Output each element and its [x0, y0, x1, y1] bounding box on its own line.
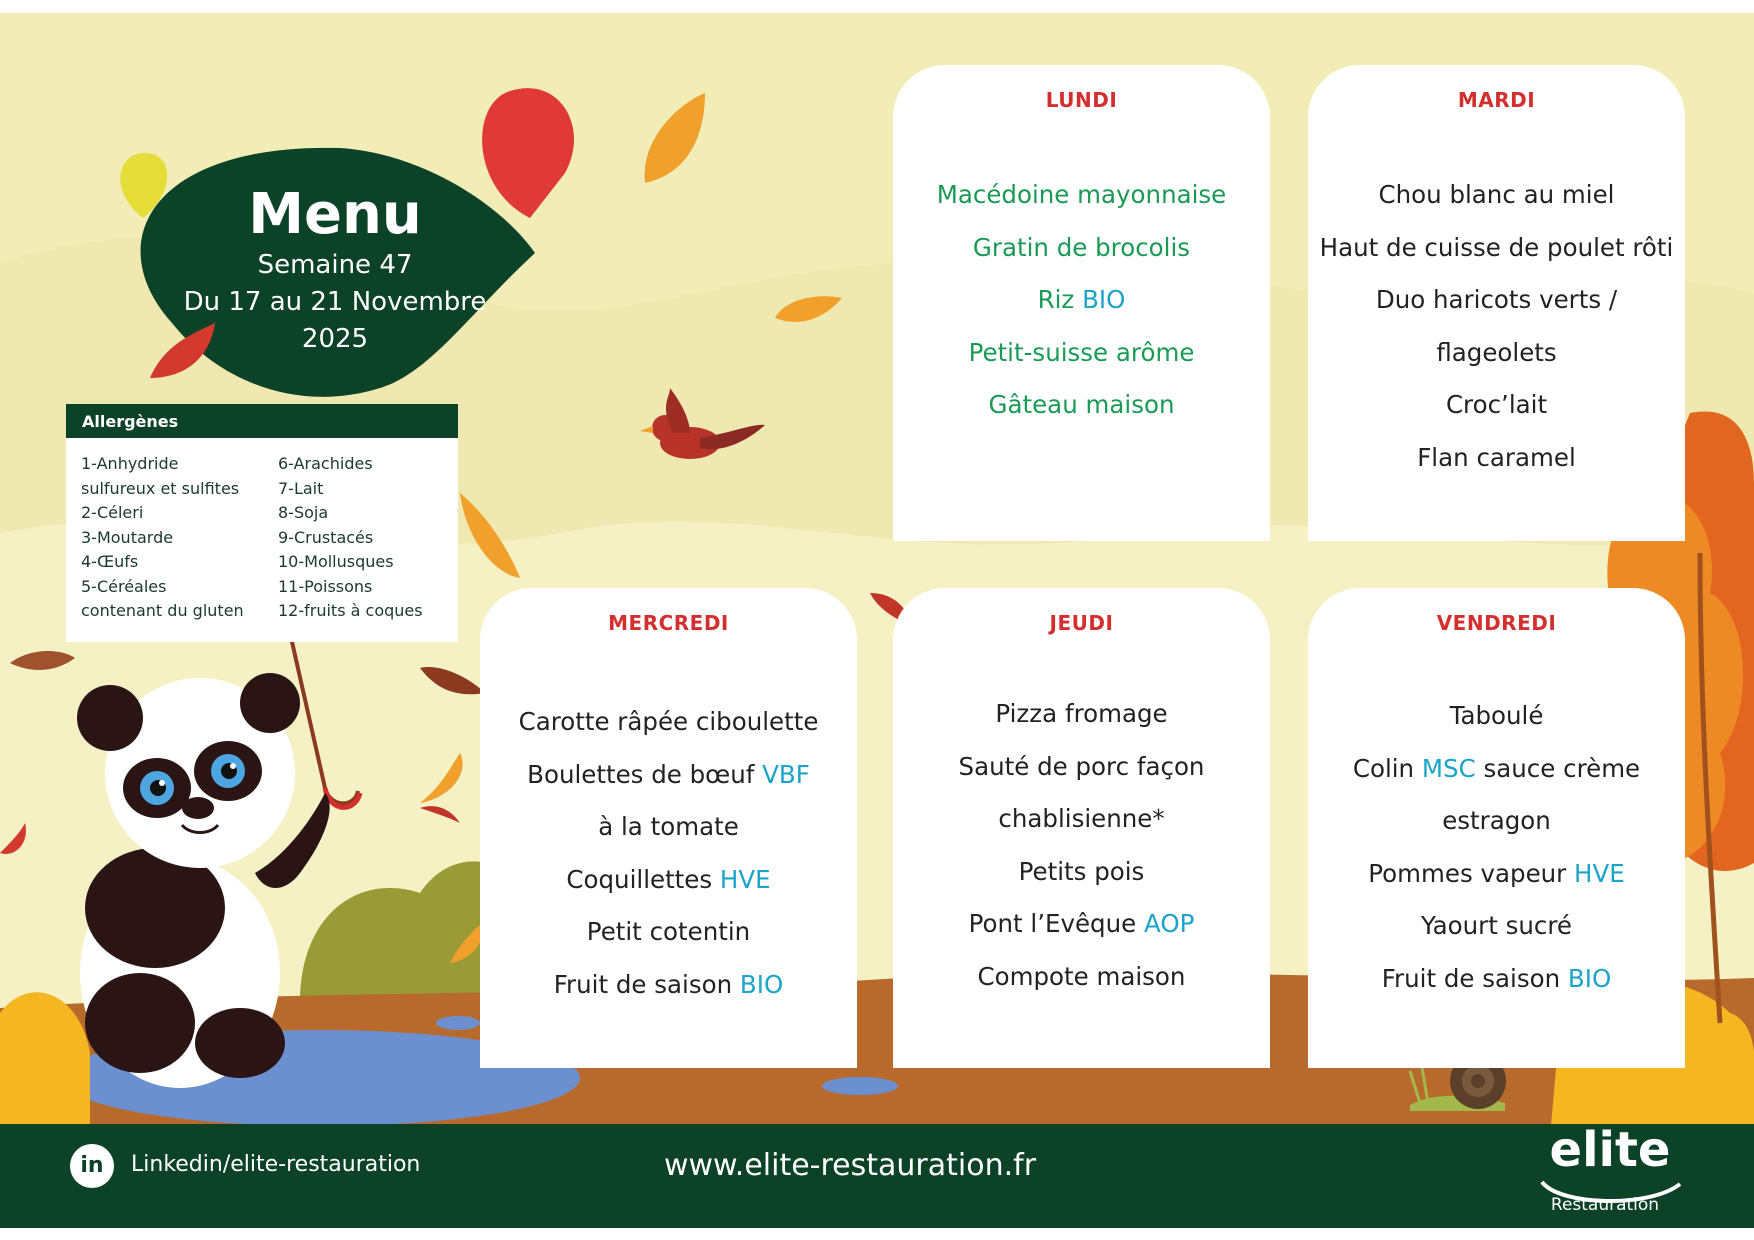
date-year: 2025 — [301, 324, 369, 354]
day-card-mercredi — [480, 588, 857, 1068]
allergen-item: 8-Soja — [278, 503, 329, 522]
dish-item: Carotte râpée ciboulette — [518, 707, 819, 736]
allergen-item: 4-Œufs — [81, 552, 139, 571]
allergen-item: 5-Céréales — [81, 576, 167, 596]
day-card-mardi — [1308, 65, 1685, 541]
allergen-item: 3-Moutarde — [81, 527, 174, 547]
dish-item: Macédoine mayonnaise — [936, 180, 1227, 209]
allergen-item: sulfureux et sulfites — [81, 478, 240, 498]
dish-item: Compote maison — [977, 961, 1186, 991]
dish-item: Gratin de brocolis — [972, 232, 1191, 262]
quality-label: MSC — [1421, 753, 1476, 783]
dish-item: estragon — [1442, 806, 1551, 835]
dish-item: à la tomate — [598, 812, 739, 841]
allergen-item: 7-Lait — [278, 478, 324, 498]
allergen-item: 6-Arachides — [278, 454, 373, 473]
dish-list — [893, 688, 1270, 1003]
allergens-box — [66, 404, 458, 642]
allergen-item: 1-Anhydride — [81, 454, 179, 473]
dish-item: Duo haricots verts / — [1375, 285, 1618, 314]
dish-item: Pizza fromage — [995, 699, 1168, 728]
quality-label: HVE — [1574, 858, 1625, 888]
allergens-column-2 — [278, 452, 423, 624]
day-card-vendredi — [1308, 588, 1685, 1068]
dish-item: Croc’lait — [1445, 390, 1548, 419]
menu-poster — [0, 13, 1754, 1227]
dish-item: Sauté de porc façon — [958, 751, 1205, 781]
day-title: LUNDI — [1045, 88, 1118, 112]
dish-item: flageolets — [1436, 337, 1557, 367]
allergens-title: Allergènes — [66, 404, 458, 438]
allergen-item: 11-Poissons — [278, 576, 373, 596]
dish-item: Flan caramel — [1417, 442, 1576, 472]
dish-item: Petit cotentin — [586, 917, 751, 946]
allergen-item: 2-Céleri — [81, 503, 144, 522]
dish-item: Pommes vapeur HVE — [1368, 858, 1625, 888]
day-title: MERCREDI — [608, 611, 729, 635]
menu-title: Menu — [248, 182, 422, 247]
date-range: Du 17 au 21 Novembre — [183, 287, 487, 317]
day-title: MARDI — [1457, 88, 1536, 112]
footer-bar — [0, 1124, 1754, 1228]
dish-item: Petit-suisse arôme — [968, 337, 1195, 367]
dish-item: chablisienne* — [998, 804, 1165, 833]
dish-item: Taboulé — [1449, 701, 1544, 730]
puddle-small — [822, 1077, 898, 1095]
allergen-item: 10-Mollusques — [278, 552, 394, 571]
dish-item: Haut de cuisse de poulet rôti — [1319, 232, 1674, 262]
brand-name: elite — [1549, 1122, 1671, 1178]
day-card-lundi — [893, 65, 1270, 541]
dish-item: Colin MSC sauce crème — [1352, 753, 1641, 783]
quality-label: HVE — [719, 864, 771, 894]
allergen-item: 12-fruits à coques — [278, 601, 423, 620]
puddle-small-2 — [436, 1016, 480, 1030]
dish-item: Fruit de saison BIO — [553, 969, 784, 999]
linkedin-icon[interactable]: in — [70, 1144, 114, 1188]
quality-label: BIO — [1567, 963, 1612, 993]
quality-label: BIO — [1082, 285, 1126, 314]
dish-item: Riz BIO — [1037, 285, 1126, 314]
dish-list — [893, 169, 1270, 432]
website-link[interactable]: www.elite-restauration.fr — [663, 1148, 1037, 1183]
dish-item: Boulettes de bœuf VBF — [527, 759, 810, 789]
quality-label: BIO — [739, 969, 784, 999]
dish-item: Fruit de saison BIO — [1381, 963, 1612, 993]
quality-label: AOP — [1144, 909, 1195, 938]
brand-subtitle: Restauration — [1550, 1195, 1660, 1215]
allergen-item: 9-Crustacés — [278, 527, 374, 547]
dish-item: Coquillettes HVE — [566, 864, 771, 894]
allergens-column-1 — [81, 452, 278, 624]
dish-list — [1308, 169, 1685, 484]
day-card-jeudi — [893, 588, 1270, 1068]
allergen-item: contenant du gluten — [81, 601, 244, 620]
day-title: VENDREDI — [1436, 611, 1557, 635]
autumn-leaf-icon — [645, 93, 705, 183]
quality-label: VBF — [762, 759, 810, 789]
dish-item: Chou blanc au miel — [1378, 180, 1615, 209]
dish-list — [1308, 690, 1685, 1005]
dish-item: Pont l’Evêque AOP — [968, 909, 1195, 938]
dish-item: Gâteau maison — [988, 390, 1175, 419]
dish-item: Petits pois — [1018, 856, 1145, 886]
linkedin-link[interactable]: Linkedin/elite-restauration — [131, 1152, 421, 1177]
day-title: JEUDI — [1049, 611, 1114, 635]
week-number: Semaine 47 — [257, 250, 413, 280]
dish-item: Yaourt sucré — [1421, 911, 1572, 940]
dish-list — [480, 696, 857, 1011]
menu-header — [170, 183, 500, 358]
